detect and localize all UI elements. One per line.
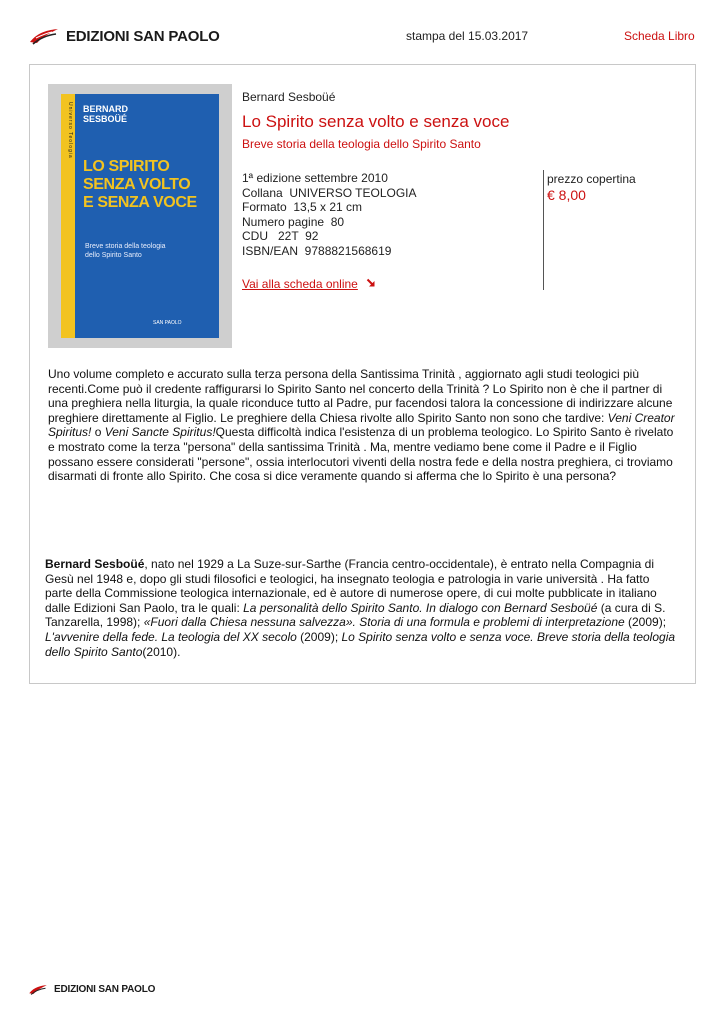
- cover-subtitle: Breve storia della teologia dello Spirito Santo: [85, 243, 166, 259]
- book-author: Bernard Sesboüé: [242, 90, 336, 104]
- book-description: [48, 367, 678, 484]
- isbn-info: ISBN/EAN 9788821568619: [242, 243, 392, 258]
- book-details: [242, 171, 417, 259]
- cover-publisher: SAN PAOLO: [153, 320, 182, 326]
- bio-text: (2009);: [296, 629, 342, 644]
- cdu-info: CDU 22T 92: [242, 229, 319, 244]
- online-page-link[interactable]: Vai alla scheda online: [242, 277, 358, 291]
- bio-work-title: L'avvenire della fede. La teologia del XX secolo: [45, 629, 297, 644]
- footer-logo: [28, 983, 155, 996]
- book-cover-image: [61, 94, 219, 338]
- bio-work-title: Lo Spirito senza volto e senza voce. Breve storia della teologia dello Spirito Santo: [45, 629, 676, 659]
- scheda-libro-link[interactable]: Scheda Libro: [624, 29, 695, 43]
- series-info: Collana UNIVERSO TEOLOGIA: [242, 185, 417, 200]
- cover-series-text: Universo Teologia: [67, 102, 73, 159]
- arrow-down-right-icon[interactable]: [366, 278, 376, 288]
- cover-title: LO SPIRITO SENZA VOLTO E SENZA VOCE: [83, 158, 197, 211]
- book-subtitle: Breve storia della teologia dello Spirito Santo: [242, 137, 481, 151]
- san-paolo-logo-icon: [28, 983, 48, 996]
- pages-info: Numero pagine 80: [242, 214, 345, 229]
- bio-text: (2010).: [142, 644, 181, 659]
- bio-text: (a cura di S. Tanzarella, 1998);: [45, 600, 666, 630]
- price-divider: [543, 170, 544, 290]
- description-text: o: [91, 425, 105, 440]
- description-italic: Veni Creator Spiritus!: [48, 410, 675, 440]
- book-title: Lo Spirito senza volto e senza voce: [242, 112, 510, 131]
- description-text: Uno volume completo e accurato sulla terza persona della Santissima Trinità , aggiornato agli studi teologici più recenti.Come può il credente raffigurarsi lo Spirito Santo nel concerto della Trinità ? Lo Spirito non è che il partner di una preghiera nella liturgia, la quale riconduce tutto al Padre, pur facendosi talora la concessione di indirizzare alcune preghiere direttamente al Figlio. Le preghiere della Chiesa rivolte allo Spirito Santo non sono che tardive:: [48, 367, 673, 425]
- bio-text: , nato nel 1929 a La Suze-sur-Sarthe (Francia centro-occidentale), è entrato nella Compagnia di Gesù nel 1948 e, dopo gli studi filosofici e teologici, ha insegnato teologia e patrologia in varie università . Ha fatto parte della Commissione teologica internazionale, ed è autore di numerose opere, di cui molte pubblicate in italiano dalle Edizioni San Paolo, tra le quali:: [45, 557, 657, 615]
- edition-info: 1ª edizione settembre 2010: [242, 171, 388, 185]
- logo-text: EDIZIONI SAN PAOLO: [66, 27, 220, 45]
- cover-spine: [61, 94, 75, 338]
- bio-work-title: La personalità dello Spirito Santo. In dialogo con Bernard Sesboüé: [243, 600, 598, 615]
- price-value: € 8,00: [547, 187, 586, 203]
- description-text: Questa difficoltà indica l'esistenza di un problema teologico. Lo Spirito Santo è rivelato e mostrato come la terza "persona" della santissima Trinità . Ma, mentre vediamo bene come il Padre e il Figlio possano essere considerati "persone", ossia interlocutori viventi della nostra fede e della nostra preghiera, ci troviamo disarmati di fronte allo Spirito. Che cosa si dice veramente quando si afferma che lo Spirito è una persona?: [48, 425, 674, 484]
- print-date: stampa del 15.03.2017: [406, 29, 529, 43]
- publisher-logo: [28, 26, 220, 46]
- bio-text: (2009);: [624, 615, 667, 630]
- bio-work-title: «Fuori dalla Chiesa nessuna salvezza». Storia di una formula e problemi di interpretazione: [143, 615, 625, 630]
- bio-author-name: Bernard Sesboüé: [45, 557, 145, 571]
- san-paolo-logo-icon: [28, 26, 60, 46]
- price-label: prezzo copertina: [547, 172, 636, 186]
- footer-logo-text: EDIZIONI SAN PAOLO: [54, 984, 156, 995]
- description-italic: Veni Sancte Spiritus!: [104, 425, 216, 440]
- cover-author: BERNARD SESBOÜÉ: [83, 104, 128, 124]
- author-bio: [45, 557, 678, 659]
- format-info: Formato 13,5 x 21 cm: [242, 200, 363, 215]
